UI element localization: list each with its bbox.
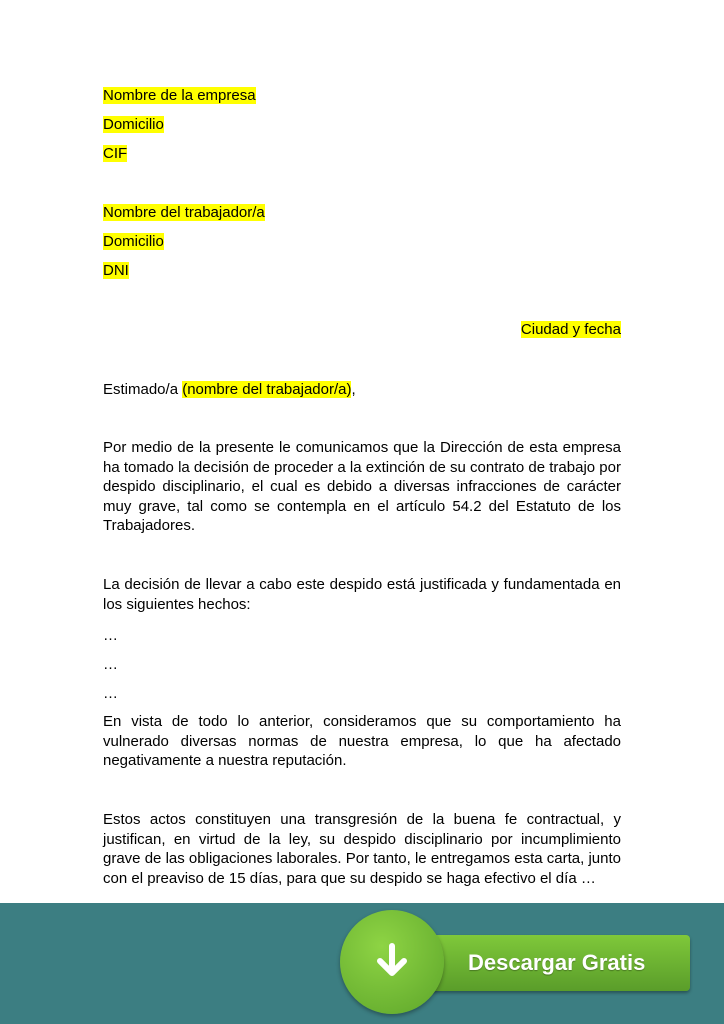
paragraph-intro: Por medio de la presente le comunicamos que la Dirección de esta empresa ha tomado la decisión de proceder a la extinción de su contrato de trabajo por despido disciplinario, el cual es debido a diversas infracciones de carácter muy grave, tal como se contempla en el artículo 54.2 del Estatuto de los Trabajadores. — [103, 439, 621, 534]
paragraph-facts-intro: La decisión de llevar a cabo este despido está justificada y fundamentada en los siguientes hechos: — [103, 576, 621, 613]
company-cif: CIF — [103, 145, 128, 162]
download-circle-button[interactable] — [340, 910, 444, 1014]
download-button-label: Descargar Gratis — [468, 950, 646, 975]
worker-name: Nombre del trabajador/a — [103, 204, 265, 221]
paragraph-closing: Estos actos constituyen una transgresión de la buena fe contractual, y justifican, en virtud de la ley, su despido disciplinario por incumplimiento grave de las obligaciones laborales. Por tanto, le entregamos esta carta, junto con el preaviso de 15 días, para que su despido se haga efectivo el día … — [103, 811, 621, 887]
fact-item: … — [103, 685, 118, 702]
greeting: Estimado/a (nombre del trabajador/a), — [103, 381, 356, 398]
company-name: Nombre de la empresa — [103, 87, 256, 104]
worker-dni: DNI — [103, 262, 129, 279]
paragraph-conclusion: En vista de todo lo anterior, consideramos que su comportamiento ha vulnerado diversas normas de nuestra empresa, lo que ha afectado negativamente a nuestra reputación. — [103, 713, 621, 769]
download-button[interactable] — [420, 935, 690, 991]
letter-document — [103, 0, 621, 1024]
fact-item: … — [103, 656, 118, 673]
worker-address: Domicilio — [103, 233, 164, 250]
company-address: Domicilio — [103, 116, 164, 133]
fact-item: … — [103, 627, 118, 644]
download-arrow-icon — [372, 942, 412, 982]
place-date: Ciudad y fecha — [520, 321, 621, 338]
